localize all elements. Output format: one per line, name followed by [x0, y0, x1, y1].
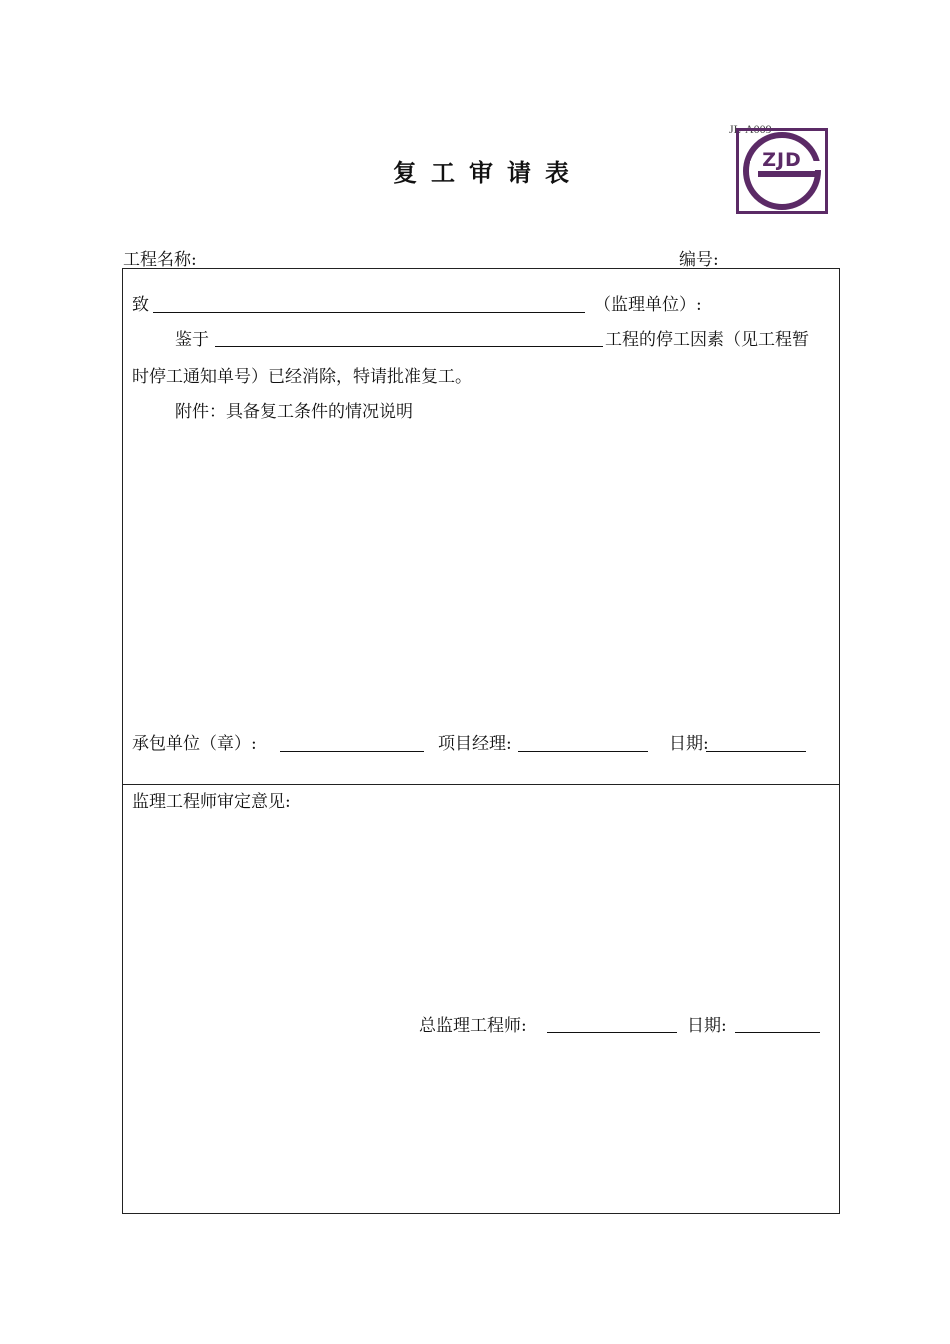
date-field-1[interactable] [706, 751, 806, 752]
given-suffix: 工程的停工因素（见工程暂 [605, 330, 809, 350]
supervisor-opinion-label: 监理工程师审定意见: [132, 792, 291, 812]
form-title: 复工审请表 [393, 158, 583, 187]
chief-supervisor-field[interactable] [547, 1032, 677, 1033]
form-code: JL-A009 [729, 122, 772, 136]
section-divider [122, 784, 840, 785]
svg-text:ZJD: ZJD [762, 149, 802, 171]
contractor-field[interactable] [280, 751, 424, 752]
project-manager-field[interactable] [518, 751, 648, 752]
date-label-2: 日期: [687, 1016, 727, 1036]
project-name-label: 工程名称: [123, 250, 197, 270]
attachment-note: 附件：具备复工条件的情况说明 [175, 402, 413, 422]
project-field[interactable] [215, 346, 603, 347]
supervisor-unit-label: （监理单位）: [594, 295, 702, 315]
supervisor-unit-field[interactable] [153, 312, 585, 313]
given-continuation: 时停工通知单号）已经消除，特请批准复工。 [132, 367, 472, 387]
to-prefix: 致 [132, 295, 149, 315]
number-label: 编号: [679, 250, 719, 270]
company-logo [736, 128, 828, 214]
chief-supervisor-label: 总监理工程师: [419, 1016, 527, 1036]
date-label-1: 日期: [669, 734, 709, 754]
date-field-2[interactable] [735, 1032, 820, 1033]
project-manager-label: 项目经理: [438, 734, 512, 754]
contractor-label: 承包单位（章）: [132, 734, 257, 754]
given-prefix: 鉴于 [175, 330, 209, 350]
